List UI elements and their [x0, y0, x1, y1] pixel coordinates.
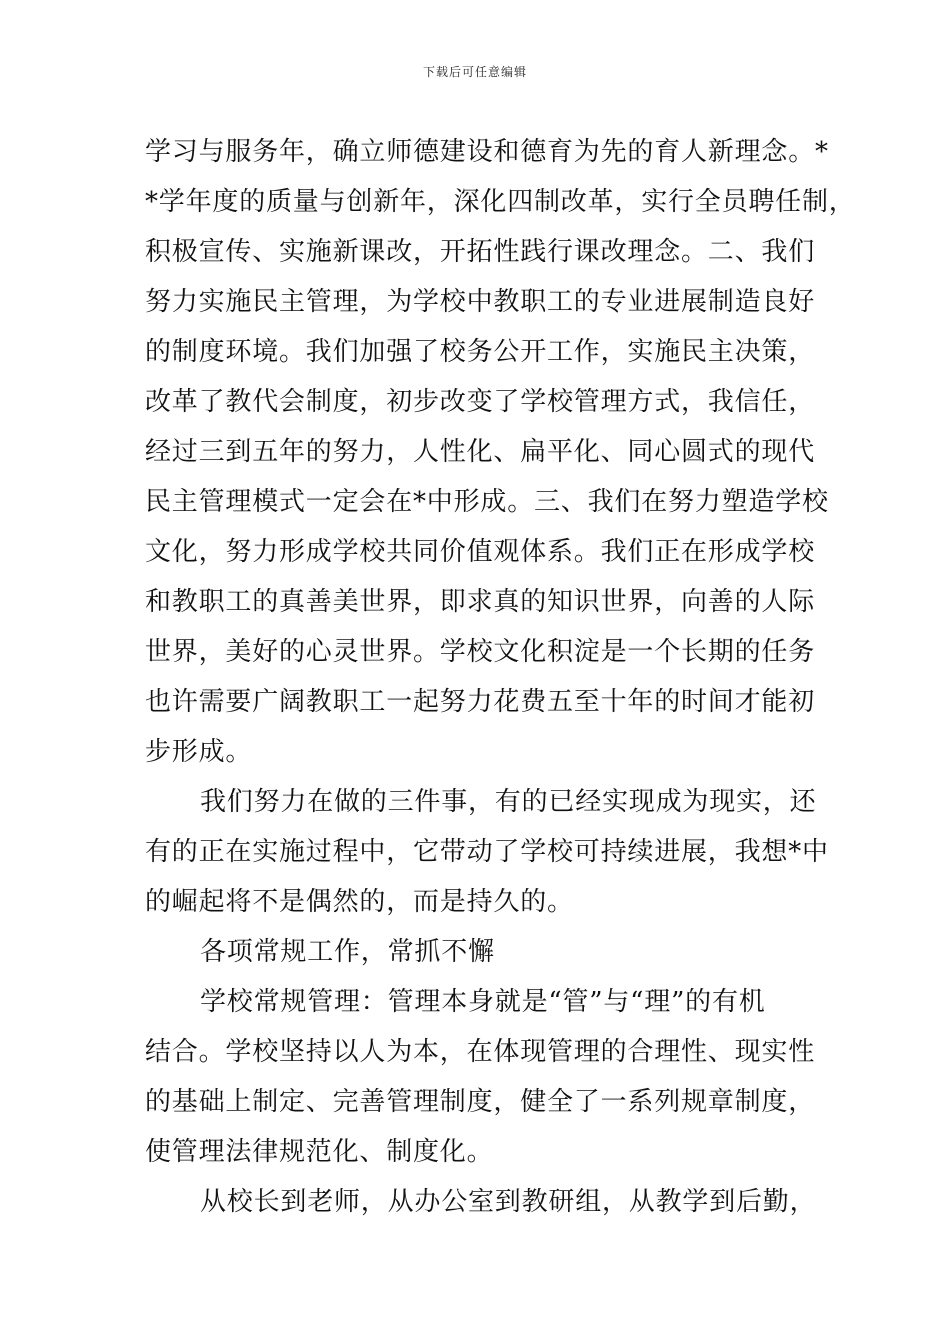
page-header: 下载后可任意编辑	[422, 65, 527, 79]
body-text-line: 世界，美好的心灵世界。学校文化积淀是一个长期的任务	[145, 637, 816, 667]
body-text-line: 的基础上制定、完善管理制度，健全了一系列规章制度，	[145, 1087, 816, 1117]
body-text-line: 使管理法律规范化、制度化。	[145, 1137, 494, 1167]
body-text-line: 努力实施民主管理，为学校中教职工的专业进展制造良好	[145, 287, 816, 317]
body-text-line: 也许需要广阔教职工一起努力花费五至十年的时间才能初	[145, 687, 816, 717]
body-text-line: 的制度环境。我们加强了校务公开工作，实施民主决策，	[145, 337, 816, 367]
body-text-line: 学习与服务年，确立师德建设和德育为先的育人新理念。*	[145, 137, 829, 167]
body-text-line: 学校常规管理：管理本身就是“管”与“理”的有机	[200, 987, 766, 1017]
body-text-line: 积极宣传、实施新课改，开拓性践行课改理念。二、我们	[145, 237, 816, 267]
body-text-line: 改革了教代会制度，初步改变了学校管理方式，我信任，	[145, 387, 816, 417]
body-text-line: 我们努力在做的三件事，有的已经实现成为现实，还	[200, 787, 817, 817]
body-text-line: 文化，努力形成学校共同价值观体系。我们正在形成学校	[145, 537, 816, 567]
body-text-line: 和教职工的真善美世界，即求真的知识世界，向善的人际	[145, 587, 816, 617]
section-heading: 各项常规工作，常抓不懈	[200, 937, 495, 967]
body-text-line: 步形成。	[145, 737, 253, 767]
body-text-line: 经过三到五年的努力，人性化、扁平化、同心圆式的现代	[145, 437, 816, 467]
body-text-line: 结合。学校坚持以人为本，在体现管理的合理性、现实性	[145, 1037, 816, 1067]
body-text-line: 的崛起将不是偶然的，而是持久的。	[145, 887, 574, 917]
body-text-line: *学年度的质量与创新年，深化四制改革，实行全员聘任制，	[145, 187, 856, 217]
body-text-line: 有的正在实施过程中，它带动了学校可持续进展，我想*中	[145, 837, 829, 867]
body-text-line: 民主管理模式一定会在*中形成。三、我们在努力塑造学校	[145, 487, 829, 517]
body-text-line: 从校长到老师，从办公室到教研组，从教学到后勤，	[200, 1187, 817, 1217]
